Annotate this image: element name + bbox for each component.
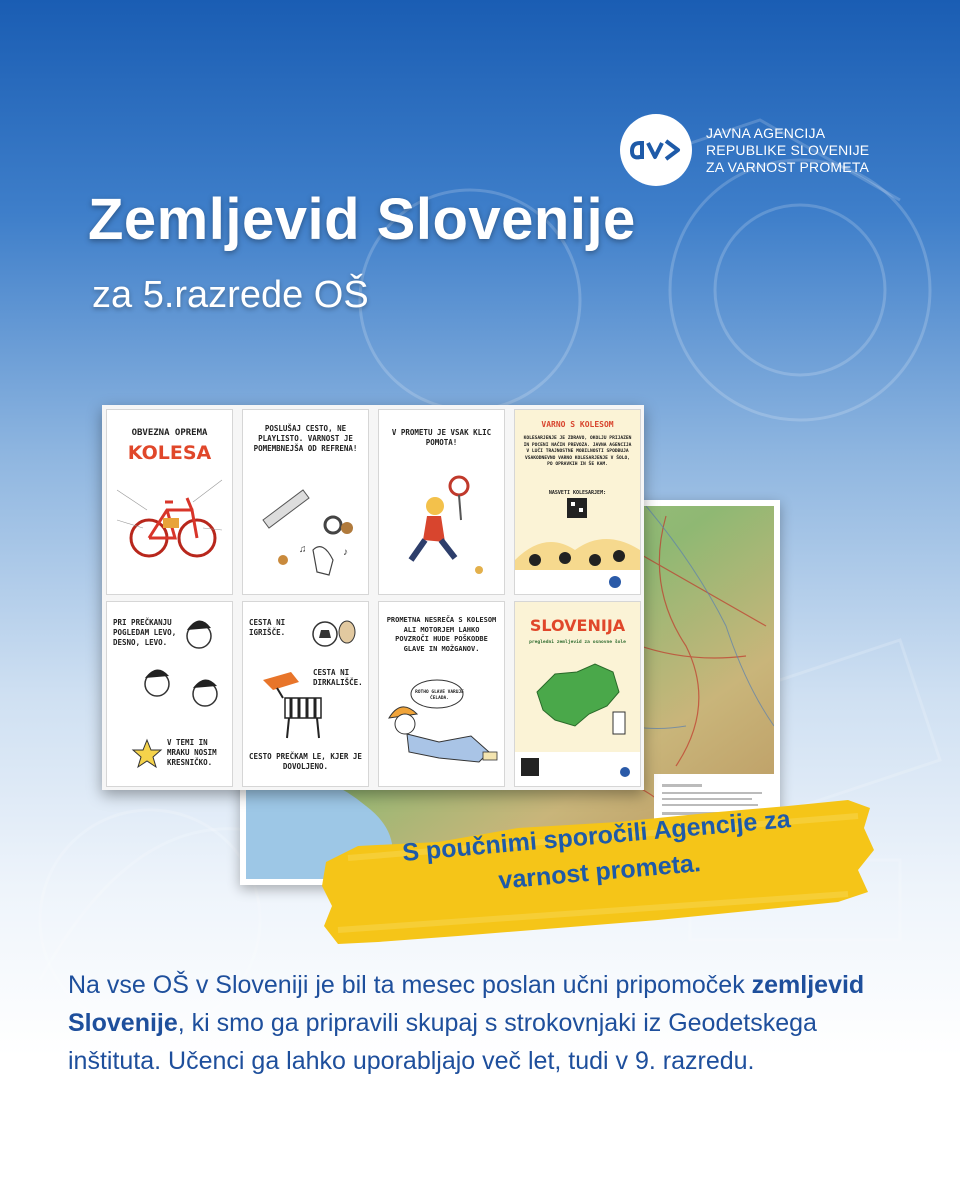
poster-crossing [106,601,233,787]
poster-middle-text: CESTA NI DIRKALIŠČE. [313,668,363,687]
ball-zebra-illustration [243,602,368,786]
poster-heading: PROMETNA NESREČA S KOLESOM ALI MOTORJEM LAHKO POVZROČI HUDE POŠKODBE GLAVE IN MOŽGANOV. [386,616,497,653]
av-logo-icon [620,114,692,186]
speech-bubble-text: ROTHO GLAVE VARUJE ČELADA. [415,690,464,701]
poster-heading: POSLUŠAJ CESTO, NE PLAYLISTO. VARNOST JE POMEMBNEJŠA OD REFRENA! [253,424,358,453]
poster-road-not-playground [242,601,369,787]
poster-listen-road [242,409,369,595]
poster-helmet [378,601,505,787]
description-bold: zemljevid Slovenije [68,971,865,1037]
banner-message: S poučnimi sporočili Agencije za varnost prometa. [401,805,792,895]
description-part-1: Na vse OŠ v Sloveniji je bil ta mesec poslan učni pripomoček [68,971,752,999]
page-title: Zemljevid Slovenije [88,187,636,252]
helmet-kid-illustration [379,602,504,786]
cyclists-illustration [515,410,640,594]
agency-name-line-2: REPUBLIKE SLOVENIJE [706,141,870,158]
poster-footer: CESTO PREČKAM LE, KJER JE DOVOLJENO. [249,752,362,771]
poster-slovenija-map [514,601,641,787]
poster-heading: VARNO S KOLESOM [541,420,614,429]
poster-cta: NASVETI KOLESARJEM: [548,490,607,496]
poster-paragraph: KOLESARJENJE JE ZDRAVO, OKOLJU PRIJAZEN IN POCENI NAČIN PREVOZA. JAVNA AGENCIJA V LUČI TRAJNOSTNE MOBILNOSTI SPODBUJA VSAKODNEVNO VARNO KOLESARJENJE V ŠOLO, PO OPRAVKIH IN ŠE KAM. [523,436,632,467]
svg-text:♪: ♪ [343,547,348,558]
poster-bike-equipment [106,409,233,595]
poster-phone-call [378,409,505,595]
poster-title: SLOVENIJA [529,616,626,635]
poster-heading: V PROMETU JE VSAK KLIC POMOTA! [391,428,492,447]
description-part-2: , ki smo ga pripravili skupaj s strokovnjaki iz Geodetskega inštituta. Učenci ga lahko uporabljajo več let, tudi v 9. razredu. [68,1009,817,1075]
agency-logo [620,114,869,186]
agency-name [706,125,869,176]
poster-heading: CESTA NI IGRIŠČE. [249,618,286,637]
bicycle-illustration [107,410,232,594]
slovenia-outline-illustration [515,602,640,786]
highlight-banner [318,798,878,946]
poster-bike-safely [514,409,641,595]
kid-faces-illustration [107,602,232,786]
description-paragraph [68,966,868,1080]
poster-subtitle: pregledni zemljevid za osnovne šole [529,640,626,645]
poster-title: KOLESA [127,442,212,464]
running-kid-illustration [379,410,504,594]
poster-set [102,405,644,790]
headphones-illustration [243,410,368,594]
agency-name-line-3: ZA VARNOST PROMETA [706,158,870,175]
agency-name-line-1: JAVNA AGENCIJA [706,124,826,141]
poster-heading: OBVEZNA OPREMA [131,428,208,438]
poster-footer: V TEMI IN MRAKU NOSIM KRESNIČKO. [167,738,217,767]
poster-heading: PRI PREČKANJU POGLEDAM LEVO, DESNO, LEVO. [113,618,177,647]
page-subtitle: za 5.razrede OŠ [92,274,369,316]
svg-text:♫: ♫ [299,544,307,555]
